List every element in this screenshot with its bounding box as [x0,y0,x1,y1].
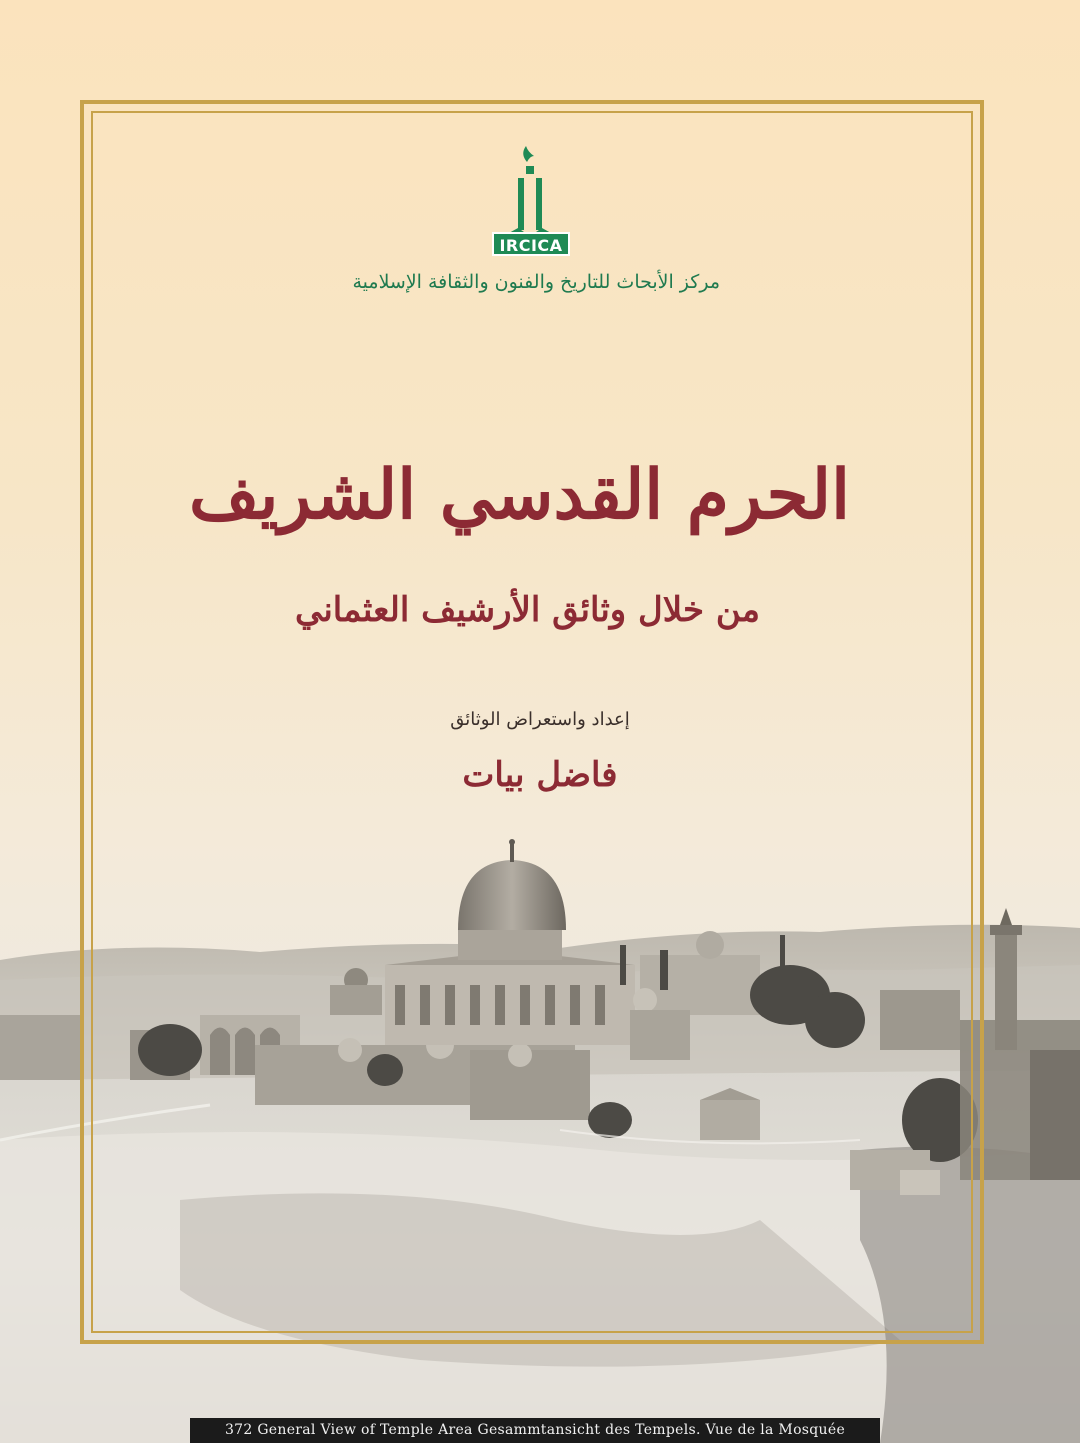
photo-caption: 372 General View of Temple Area Gesammtansicht des Tempels. Vue de la Mosquée [190,1418,880,1443]
book-title: الحرم القدسي الشريف [189,455,850,535]
publisher-name: مركز الأبحاث للتاريخ والفنون والثقافة الإسلامية [352,271,720,293]
prepared-by-label: إعداد واستعراض الوثائق [450,709,630,730]
author-name: فاضل بيات [462,755,618,795]
book-subtitle: من خلال وثائق الأرشيف العثماني [295,590,760,630]
ircica-logo-text: IRCICA [492,232,570,256]
